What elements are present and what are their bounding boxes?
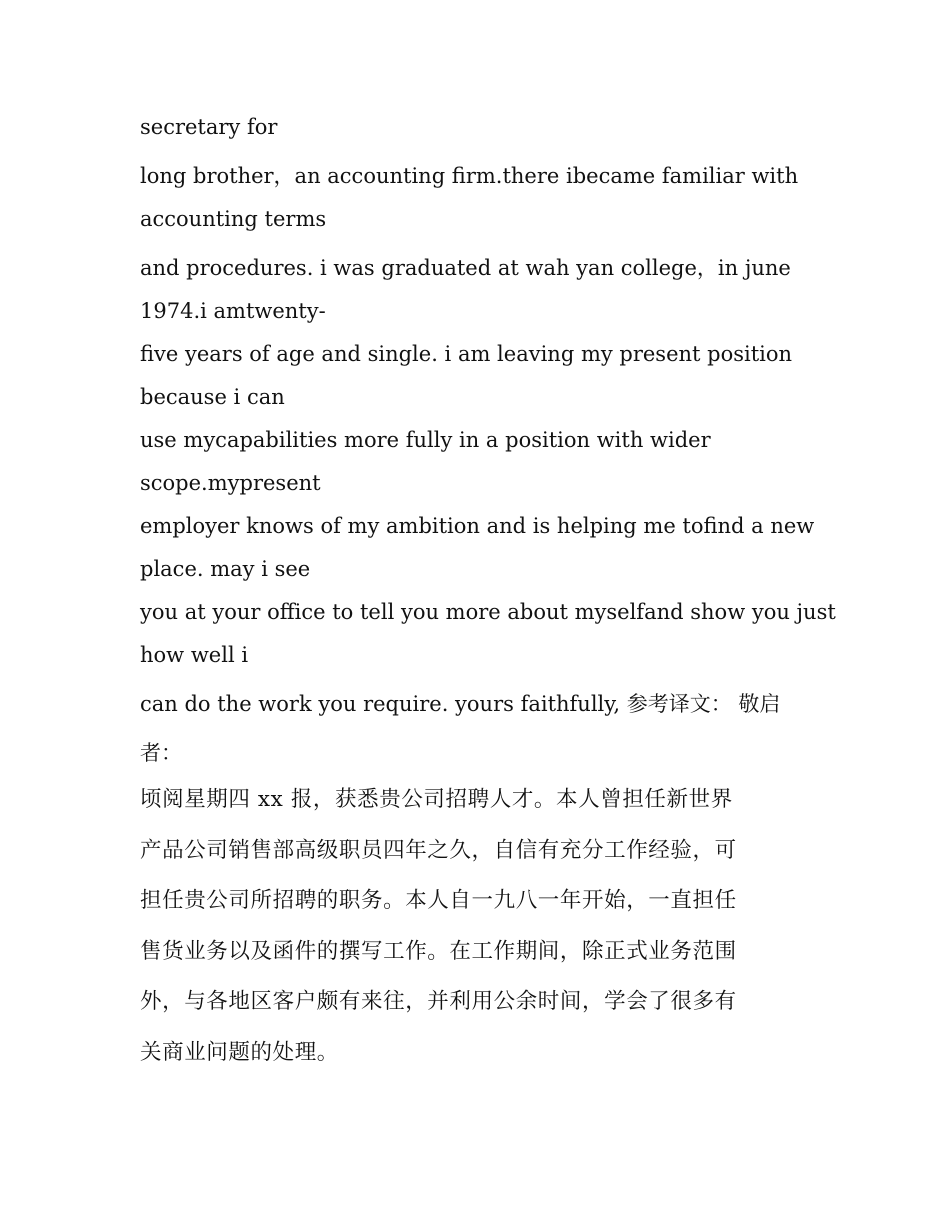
- text-line: can do the work you require. yours faithfully, 参考译文： 敬启: [140, 692, 781, 716]
- text-line: and procedures. i was graduated at wah yan college，in june: [140, 256, 791, 280]
- text-line: long brother，an accounting firm.there ibecame familiar with: [140, 164, 799, 188]
- chinese-text-line: 顷阅星期四 xx 报，获悉贵公司招聘人才。本人曾担任新世界: [140, 787, 733, 812]
- chinese-text-line: 售货业务以及函件的撰写工作。在工作期间，除正式业务范围: [140, 938, 737, 964]
- document-body: [140, 106, 836, 1078]
- text-line: because i can: [140, 385, 285, 409]
- text-line: scope.mypresent: [140, 471, 321, 495]
- text-line: place. may i see: [140, 557, 311, 581]
- text-line: you at your office to tell you more about myselfand show you just: [140, 600, 836, 624]
- text-line: how well i: [140, 643, 249, 667]
- chinese-text-line: 关商业问题的处理。: [140, 1039, 339, 1065]
- text-line: 1974.i amtwenty-: [140, 299, 326, 323]
- chinese-text-line: 担任贵公司所招聘的职务。本人自一九八一年开始，一直担任: [140, 888, 737, 913]
- text-line: use mycapabilities more fully in a position with wider: [140, 428, 711, 452]
- chinese-text-line: 产品公司销售部高级职员四年之久，自信有充分工作经验，可: [140, 837, 737, 863]
- text-line: secretary for: [140, 115, 278, 139]
- chinese-text-line: 外，与各地区客户颇有来往，并利用公余时间，学会了很多有: [140, 989, 737, 1014]
- text-line: five years of age and single. i am leaving my present position: [140, 342, 793, 366]
- text-line: 者：: [140, 741, 182, 765]
- text-line: accounting terms: [140, 207, 327, 231]
- text-line: employer knows of my ambition and is helping me tofind a new: [140, 514, 815, 538]
